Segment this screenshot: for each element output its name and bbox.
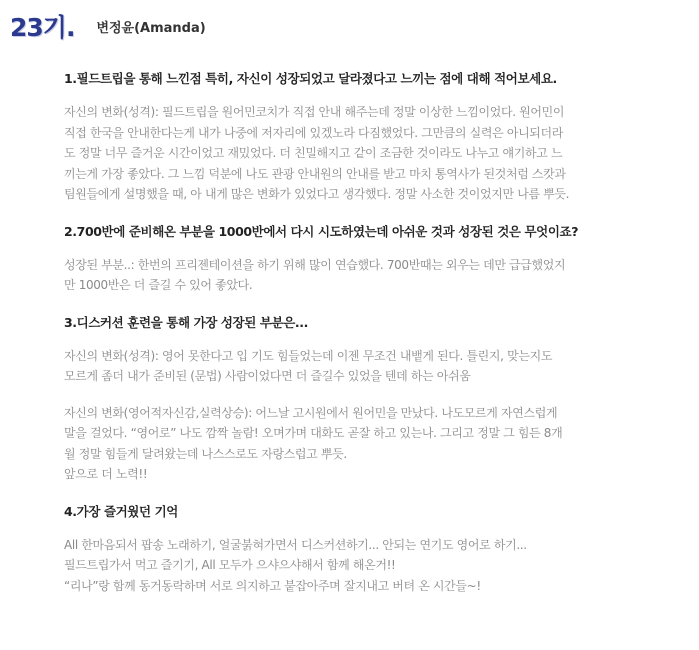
- answer-line: All 한마음되서 팝송 노래하기, 얼굴붉혀가면서 디스커션하기... 안되는 연기도 영어로 하기...: [64, 537, 527, 552]
- survey-content: [64, 68, 688, 596]
- answer-1: [64, 102, 688, 205]
- answer-line: 도 정말 너무 즐거운 시간이었고 재밌었다. 더 친밀해지고 같이 조금한 것이라도 나누고 얘기하고 느: [64, 146, 563, 160]
- section-4: [64, 501, 688, 597]
- question-4: 4.가장 즐거웠던 기억: [64, 503, 178, 519]
- answer-line: 성장된 부분..: 한번의 프리젠테이션을 하기 위해 많이 연습했다. 700반때는 외우는 데만 급급했었지: [64, 257, 566, 272]
- answer-line: 월 정말 힘들게 달려왔는데 나스스로도 자랑스럽고 뿌듯.: [64, 446, 347, 461]
- answer-line: 모르게 좀더 내가 준비된 (문법) 사람이었다면 더 즐길수 있었을 텐데 하는 아쉬움: [64, 369, 471, 383]
- question-3: 3.디스커션 훈련을 통해 가장 성장된 부분은...: [64, 314, 308, 330]
- answer-line: 자신의 변화(성격): 필드트립을 원어민코치가 직접 안내 해주는데 정말 이상한 느낌이었다. 원어민이: [64, 105, 565, 119]
- question-1: 1.필드트립을 통해 느낀점 특히, 자신이 성장되었고 달라졌다고 느끼는 점에 대해 적어보세요.: [64, 71, 557, 86]
- section-2: [64, 221, 688, 296]
- answer-line: 필드트립가서 먹고 즐기기, All 모두가 으샤으샤해서 함께 해온거!!: [64, 558, 396, 572]
- question-2: 2.700반에 준비해온 부분을 1000반에서 다시 시도하였는데 아쉬운 것과 성장된 것은 무엇이죠?: [64, 223, 579, 239]
- cohort-label: 23기.: [10, 13, 75, 42]
- answer-line: “리나”랑 함께 동거동락하며 서로 의지하고 붙잡아주며 잘지내고 버텨 온 시간들~!: [64, 578, 481, 593]
- answer-line: 자신의 변화(성격): 영어 못한다고 입 기도 힘들었는데 이젠 무조건 내뱉게 된다. 틀린지, 맞는지도: [64, 348, 553, 363]
- author-name: 변정윤(Amanda): [96, 20, 206, 36]
- answer-line: 팀원들에게 설명했을 때, 아 내게 많은 변화가 있었다고 생각했다. 정말 사소한 것이었지만 나름 뿌듯.: [64, 187, 570, 201]
- answer-3a: [64, 346, 688, 387]
- answer-4: [64, 535, 688, 597]
- answer-line: 자신의 변화(영어적자신감,실력상승): 어느날 고시원에서 원어민을 만났다. 나도모르게 자연스럽게: [64, 405, 558, 420]
- answer-line: 앞으로 더 노력!!: [64, 467, 148, 481]
- answer-line: 끼는게 가장 좋았다. 그 느낌 덕분에 나도 관광 안내원의 안내를 받고 마치 통역사가 된것처럼 스캇과: [64, 166, 566, 181]
- answer-2: [64, 255, 688, 296]
- answer-line: 말을 걸었다. “영어로” 나도 깜짝 놀람! 오며가며 대화도 곧잘 하고 있는나. 그리고 정말 그 힘든 8개: [64, 426, 563, 440]
- section-3: [64, 312, 688, 485]
- answer-line: 만 1000반은 더 즐길 수 있어 좋았다.: [64, 278, 253, 292]
- page-header: [10, 8, 206, 44]
- answer-line: 직접 한국을 안내한다는게 내가 나중에 저자리에 있겠노라 다짐했었다. 그만큼의 실력은 아니되더라: [64, 125, 564, 140]
- answer-3b: [64, 403, 688, 485]
- section-1: [64, 68, 688, 205]
